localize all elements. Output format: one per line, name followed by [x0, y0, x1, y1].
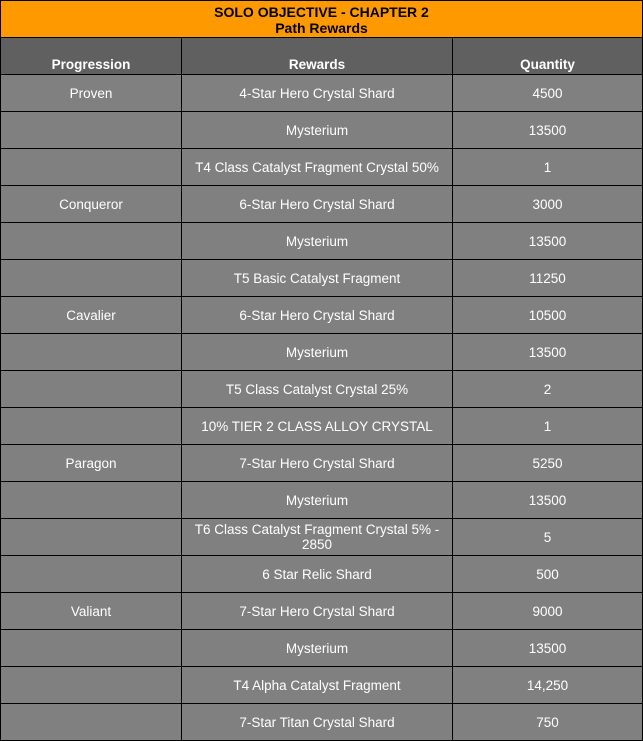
table-row: [1, 112, 642, 148]
table-row: [1, 297, 642, 333]
table-row: [1, 223, 642, 259]
progression-cell: [1, 149, 181, 185]
progression-cell: [1, 112, 181, 148]
sheet-subtitle: Path Rewards: [275, 20, 368, 36]
quantity-cell: 13500: [453, 334, 642, 370]
reward-cell: 10% TIER 2 CLASS ALLOY CRYSTAL: [182, 408, 452, 444]
table-row: [1, 704, 642, 740]
progression-cell: [1, 704, 181, 740]
table-row: [1, 519, 642, 555]
header-quantity: Quantity: [453, 38, 642, 74]
table-row: [1, 371, 642, 407]
quantity-cell: 1: [453, 408, 642, 444]
table-row: [1, 482, 642, 518]
quantity-cell: 9000: [453, 593, 642, 629]
reward-cell: T4 Class Catalyst Fragment Crystal 50%: [182, 149, 452, 185]
quantity-cell: 1: [453, 149, 642, 185]
progression-cell: [1, 519, 181, 555]
table-row: [1, 149, 642, 185]
reward-cell: 6-Star Hero Crystal Shard: [182, 186, 452, 222]
table-row: [1, 260, 642, 296]
table-row: [1, 408, 642, 444]
reward-cell: Mysterium: [182, 112, 452, 148]
progression-cell: [1, 630, 181, 666]
title-bar: [1, 1, 642, 37]
progression-cell: [1, 371, 181, 407]
reward-cell: Mysterium: [182, 334, 452, 370]
reward-cell: T5 Basic Catalyst Fragment: [182, 260, 452, 296]
quantity-cell: 13500: [453, 630, 642, 666]
table-row: [1, 186, 642, 222]
table-row: [1, 630, 642, 666]
reward-cell: 7-Star Hero Crystal Shard: [182, 593, 452, 629]
quantity-cell: 500: [453, 556, 642, 592]
quantity-cell: 3000: [453, 186, 642, 222]
quantity-cell: 5250: [453, 445, 642, 481]
quantity-cell: 2: [453, 371, 642, 407]
progression-cell: Conqueror: [1, 186, 181, 222]
rewards-table: [0, 37, 643, 741]
reward-cell: 7-Star Titan Crystal Shard: [182, 704, 452, 740]
table-row: [1, 556, 642, 592]
header-progression: Progression: [1, 38, 181, 74]
progression-cell: [1, 667, 181, 703]
quantity-cell: 5: [453, 519, 642, 555]
quantity-cell: 13500: [453, 223, 642, 259]
header-row: [1, 38, 642, 74]
reward-cell: T5 Class Catalyst Crystal 25%: [182, 371, 452, 407]
quantity-cell: 14,250: [453, 667, 642, 703]
reward-cell: 6-Star Hero Crystal Shard: [182, 297, 452, 333]
reward-cell: T4 Alpha Catalyst Fragment: [182, 667, 452, 703]
reward-cell: T6 Class Catalyst Fragment Crystal 5% - 2850: [182, 519, 452, 555]
sheet-title: SOLO OBJECTIVE - CHAPTER 2: [214, 4, 429, 20]
progression-cell: [1, 260, 181, 296]
reward-cell: Mysterium: [182, 223, 452, 259]
progression-cell: [1, 482, 181, 518]
header-rewards: Rewards: [182, 38, 452, 74]
table-row: [1, 75, 642, 111]
reward-cell: Mysterium: [182, 482, 452, 518]
progression-cell: Paragon: [1, 445, 181, 481]
quantity-cell: 13500: [453, 482, 642, 518]
reward-cell: 6 Star Relic Shard: [182, 556, 452, 592]
progression-cell: Valiant: [1, 593, 181, 629]
table-row: [1, 667, 642, 703]
quantity-cell: 13500: [453, 112, 642, 148]
progression-cell: Cavalier: [1, 297, 181, 333]
quantity-cell: 4500: [453, 75, 642, 111]
table-row: [1, 593, 642, 629]
reward-cell: 7-Star Hero Crystal Shard: [182, 445, 452, 481]
table-row: [1, 334, 642, 370]
reward-cell: 4-Star Hero Crystal Shard: [182, 75, 452, 111]
quantity-cell: 11250: [453, 260, 642, 296]
reward-cell: Mysterium: [182, 630, 452, 666]
table-body: [1, 75, 642, 740]
progression-cell: [1, 334, 181, 370]
quantity-cell: 10500: [453, 297, 642, 333]
progression-cell: Proven: [1, 75, 181, 111]
progression-cell: [1, 556, 181, 592]
table-row: [1, 445, 642, 481]
quantity-cell: 750: [453, 704, 642, 740]
progression-cell: [1, 408, 181, 444]
progression-cell: [1, 223, 181, 259]
